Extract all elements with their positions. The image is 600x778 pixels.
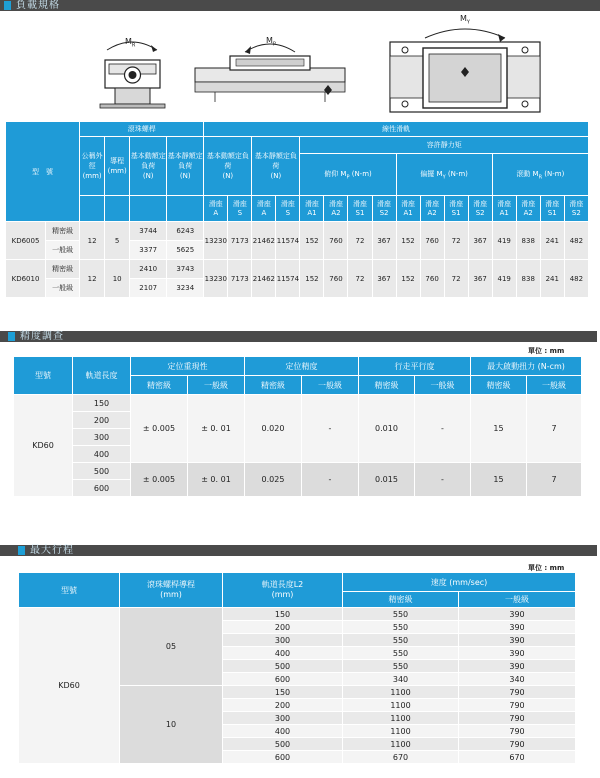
stroke-length-cell: 600	[223, 751, 343, 764]
stroke-length-cell: 500	[223, 738, 343, 751]
slider-top-label: 滑座	[208, 199, 223, 208]
slide-value-cell: 72	[444, 260, 468, 298]
stroke-model-cell: KD60	[19, 608, 120, 764]
speed-precise-cell: 550	[343, 647, 459, 660]
slider-col-label: S2	[379, 208, 389, 217]
acc-precise-cell: 0.020	[245, 395, 302, 463]
normal-header: 一般級	[188, 376, 245, 395]
slider-col-label: S	[285, 208, 291, 217]
slider-col-header	[252, 196, 276, 222]
slider-col-label: A2	[523, 208, 533, 217]
length-cell: 400	[73, 446, 131, 463]
slider-top-label: 滑座	[425, 199, 440, 208]
repeat-precise-cell: ± 0.005	[131, 463, 188, 497]
slider-col-header	[348, 196, 372, 222]
slider-top-label: 滑座	[256, 199, 271, 208]
grade-cell: 精密級	[46, 222, 80, 241]
slide-value-cell: 152	[396, 222, 420, 260]
ballscrew-header: 滾珠螺桿	[80, 122, 204, 137]
slide-value-cell: 367	[468, 222, 492, 260]
stroke-length-cell: 300	[223, 634, 343, 647]
dyn-cell: 2107	[130, 279, 167, 298]
precise-header: 精密級	[359, 376, 415, 395]
prec-model-header: 型號	[14, 357, 73, 395]
slider-col-label: S1	[451, 208, 461, 217]
slider-col-label: A1	[499, 208, 509, 217]
prec-length-header: 軌道長度	[73, 357, 131, 395]
model-cell: KD6010	[6, 260, 46, 298]
acc-normal-cell: -	[302, 463, 359, 497]
subhead-blank	[130, 196, 167, 222]
stat-cell: 3743	[167, 260, 204, 279]
normal-header: 一般級	[415, 376, 471, 395]
speed-precise-cell: 1100	[343, 712, 459, 725]
slider-top-label: 滑座	[569, 199, 584, 208]
length-cell: 300	[73, 429, 131, 446]
slide-value-cell: 13230	[204, 260, 228, 298]
slide-value-cell: 7173	[228, 260, 252, 298]
speed-header: 速度 (mm/sec)	[343, 573, 576, 592]
dyn-header: 基本動額定負荷 (N)	[130, 137, 167, 196]
speed-normal-cell: 790	[459, 699, 576, 712]
repeat-normal-cell: ± 0. 01	[188, 395, 245, 463]
speed-normal-cell: 390	[459, 621, 576, 634]
subhead-blank	[105, 196, 130, 222]
par-normal-cell: -	[415, 395, 471, 463]
slide-value-cell: 838	[516, 260, 540, 298]
slider-top-label: 滑座	[545, 199, 560, 208]
slider-col-label: S2	[475, 208, 485, 217]
slider-col-header	[420, 196, 444, 222]
stroke-length-cell: 200	[223, 621, 343, 634]
speed-normal-cell: 790	[459, 738, 576, 751]
slider-top-label: 滑座	[328, 199, 343, 208]
par-precise-cell: 0.015	[359, 463, 415, 497]
moment-header: 容許靜力矩	[300, 137, 589, 154]
slide-value-cell: 760	[420, 222, 444, 260]
section-marker	[18, 546, 25, 555]
speed-normal-cell: 390	[459, 647, 576, 660]
slider-top-label: 滑座	[377, 199, 392, 208]
slide-value-cell: 838	[516, 222, 540, 260]
prec-model-cell: KD60	[14, 395, 73, 497]
slide-value-cell: 760	[324, 260, 348, 298]
accuracy-header: 定位精度	[245, 357, 359, 376]
section-bar-stroke	[0, 545, 597, 556]
section-marker	[8, 332, 15, 341]
slider-top-label: 滑座	[353, 199, 367, 208]
load-spec-table	[5, 121, 589, 298]
slide-value-cell: 760	[324, 222, 348, 260]
dyn-cell: 3744	[130, 222, 167, 241]
stroke-length-cell: 150	[223, 686, 343, 699]
stat-cell: 3234	[167, 279, 204, 298]
stroke-table	[18, 572, 576, 764]
acc-normal-cell: -	[302, 395, 359, 463]
speed-precise-cell: 670	[343, 751, 459, 764]
slider-col-label: A	[261, 208, 267, 217]
slider-col-header	[372, 196, 396, 222]
label-mp: $M_P$	[266, 36, 276, 48]
speed-precise-cell: 1100	[343, 699, 459, 712]
stat-cell: 6243	[167, 222, 204, 241]
speed-precise-header: 精密級	[343, 592, 459, 608]
slide-value-cell: 152	[396, 260, 420, 298]
slide-value-cell: 72	[444, 222, 468, 260]
grade-cell: 一般級	[46, 279, 80, 298]
length-cell: 200	[73, 412, 131, 429]
stat-cell: 5625	[167, 241, 204, 260]
speed-normal-cell: 340	[459, 673, 576, 686]
speed-precise-cell: 1100	[343, 686, 459, 699]
par-normal-cell: -	[415, 463, 471, 497]
slider-top-label: 滑座	[449, 199, 464, 208]
slider-col-label: S1	[547, 208, 557, 217]
slider-col-header	[492, 196, 516, 222]
slide-value-cell: 11574	[276, 222, 300, 260]
slide-value-cell: 21462	[252, 260, 276, 298]
slider-col-header	[276, 196, 300, 222]
pitch-header: 俯仰 $M_P$ (N-m)	[300, 154, 396, 196]
par-precise-cell: 0.010	[359, 395, 415, 463]
stroke-length-cell: 600	[223, 673, 343, 686]
slider-col-label: S2	[571, 208, 581, 217]
slider-col-label: A2	[331, 208, 341, 217]
slider-top-label: 滑座	[280, 199, 295, 208]
speed-normal-cell: 390	[459, 634, 576, 647]
slider-col-header	[396, 196, 420, 222]
slider-col-header	[444, 196, 468, 222]
parallel-header: 行走平行度	[359, 357, 471, 376]
slider-col-header	[540, 196, 564, 222]
slider-col-header	[228, 196, 252, 222]
normal-header: 一般級	[527, 376, 582, 395]
speed-precise-cell: 550	[343, 608, 459, 621]
slider-top-label: 滑座	[304, 199, 319, 208]
slide-header: 線性滑軌	[204, 122, 589, 137]
acc-precise-cell: 0.025	[245, 463, 302, 497]
slider-top-label: 滑座	[232, 199, 247, 208]
slide-value-cell: 152	[300, 222, 324, 260]
speed-normal-cell: 390	[459, 660, 576, 673]
tq-normal-cell: 7	[527, 395, 582, 463]
slide-value-cell: 72	[348, 260, 372, 298]
stroke-lead-cell: 05	[120, 608, 223, 686]
label-mr: $M_R$	[125, 37, 136, 49]
slider-col-header	[300, 196, 324, 222]
speed-normal-cell: 790	[459, 712, 576, 725]
slider-col-header	[324, 196, 348, 222]
speed-normal-cell: 790	[459, 686, 576, 699]
od-header: 公稱外徑 (mm)	[80, 137, 105, 196]
lead-header: 導程 (mm)	[105, 137, 130, 196]
stroke-lead-header: 滾珠螺桿導程 (mm)	[120, 573, 223, 608]
length-cell: 600	[73, 480, 131, 497]
slide-value-cell: 419	[492, 260, 516, 298]
slide-value-cell: 21462	[252, 222, 276, 260]
precise-header: 精密級	[131, 376, 188, 395]
slider-top-label: 滑座	[401, 199, 416, 208]
stroke-model-header: 型號	[19, 573, 120, 608]
stroke-length-cell: 300	[223, 712, 343, 725]
model-cell: KD6005	[6, 222, 46, 260]
dyn-cell: 2410	[130, 260, 167, 279]
slide-value-cell: 482	[564, 260, 588, 298]
speed-normal-cell: 790	[459, 725, 576, 738]
slider-top-label: 滑座	[473, 199, 488, 208]
rail-dyn-header: 基本動額定負荷 (N)	[204, 137, 252, 196]
length-cell: 150	[73, 395, 131, 412]
dyn-cell: 3377	[130, 241, 167, 260]
diagram-yaw-moment	[385, 22, 545, 114]
stroke-length-cell: 400	[223, 725, 343, 738]
lead-cell: 10	[105, 260, 130, 298]
stroke-length-cell: 150	[223, 608, 343, 621]
section-bar-precision	[0, 331, 597, 342]
speed-precise-cell: 1100	[343, 725, 459, 738]
precise-header: 精密級	[471, 376, 527, 395]
grade-cell: 精密級	[46, 260, 80, 279]
slide-value-cell: 367	[372, 260, 396, 298]
section-title-precision: 精度調查	[20, 331, 64, 342]
speed-precise-cell: 550	[343, 660, 459, 673]
od-cell: 12	[80, 222, 105, 260]
slide-value-cell: 482	[564, 222, 588, 260]
stroke-length-cell: 200	[223, 699, 343, 712]
slide-value-cell: 419	[492, 222, 516, 260]
slider-col-label: A1	[403, 208, 413, 217]
slide-value-cell: 7173	[228, 222, 252, 260]
load-model-header: 型 號	[6, 122, 80, 222]
slider-col-header	[564, 196, 588, 222]
slider-col-label: S1	[355, 208, 365, 217]
label-my: $M_Y$	[460, 14, 470, 26]
repeat-normal-cell: ± 0. 01	[188, 463, 245, 497]
precision-table	[13, 356, 582, 497]
tq-normal-cell: 7	[527, 463, 582, 497]
slider-top-label: 滑座	[497, 199, 512, 208]
speed-precise-cell: 1100	[343, 738, 459, 751]
precise-header: 精密級	[245, 376, 302, 395]
slider-col-header	[468, 196, 492, 222]
stroke-unit: 單位 : mm	[528, 564, 565, 572]
grade-cell: 一般級	[46, 241, 80, 260]
slide-value-cell: 152	[300, 260, 324, 298]
tq-precise-cell: 15	[471, 463, 527, 497]
yaw-header: 偏擺 $M_Y$ (N-m)	[396, 154, 492, 196]
roll-header: 滾動 $M_R$ (N-m)	[492, 154, 588, 196]
slide-value-cell: 760	[420, 260, 444, 298]
section-marker	[4, 1, 11, 10]
speed-precise-cell: 550	[343, 621, 459, 634]
slider-col-header	[516, 196, 540, 222]
tq-precise-cell: 15	[471, 395, 527, 463]
repeat-header: 定位重現性	[131, 357, 245, 376]
length-cell: 500	[73, 463, 131, 480]
precision-unit: 單位 : mm	[528, 347, 565, 355]
speed-normal-header: 一般級	[459, 592, 576, 608]
stroke-length-cell: 500	[223, 660, 343, 673]
lead-cell: 5	[105, 222, 130, 260]
slide-value-cell: 11574	[276, 260, 300, 298]
slider-col-label: A2	[427, 208, 437, 217]
section-title-stroke: 最大行程	[30, 545, 74, 556]
section-title-load: 負載規格	[16, 0, 60, 11]
slider-top-label: 滑座	[521, 199, 536, 208]
normal-header: 一般級	[302, 376, 359, 395]
stroke-length-cell: 400	[223, 647, 343, 660]
subhead-blank	[80, 196, 105, 222]
section-bar-load	[0, 0, 600, 11]
od-cell: 12	[80, 260, 105, 298]
repeat-precise-cell: ± 0.005	[131, 395, 188, 463]
slider-col-label: S	[237, 208, 243, 217]
speed-normal-cell: 670	[459, 751, 576, 764]
slider-col-label: A	[213, 208, 219, 217]
torque-header: 最大啟動扭力 (N-cm)	[471, 357, 582, 376]
speed-precise-cell: 550	[343, 634, 459, 647]
rail-stat-header: 基本靜額定負荷 (N)	[252, 137, 300, 196]
speed-normal-cell: 390	[459, 608, 576, 621]
stat-header: 基本靜額定負荷 (N)	[167, 137, 204, 196]
subhead-blank	[167, 196, 204, 222]
slide-value-cell: 72	[348, 222, 372, 260]
slider-col-label: A1	[307, 208, 317, 217]
stroke-length-header: 軌道長度L2 (mm)	[223, 573, 343, 608]
slide-value-cell: 241	[540, 222, 564, 260]
slider-col-header	[204, 196, 228, 222]
slide-value-cell: 241	[540, 260, 564, 298]
slide-value-cell: 367	[468, 260, 492, 298]
stroke-lead-cell: 10	[120, 686, 223, 764]
slide-value-cell: 13230	[204, 222, 228, 260]
slide-value-cell: 367	[372, 222, 396, 260]
speed-precise-cell: 340	[343, 673, 459, 686]
